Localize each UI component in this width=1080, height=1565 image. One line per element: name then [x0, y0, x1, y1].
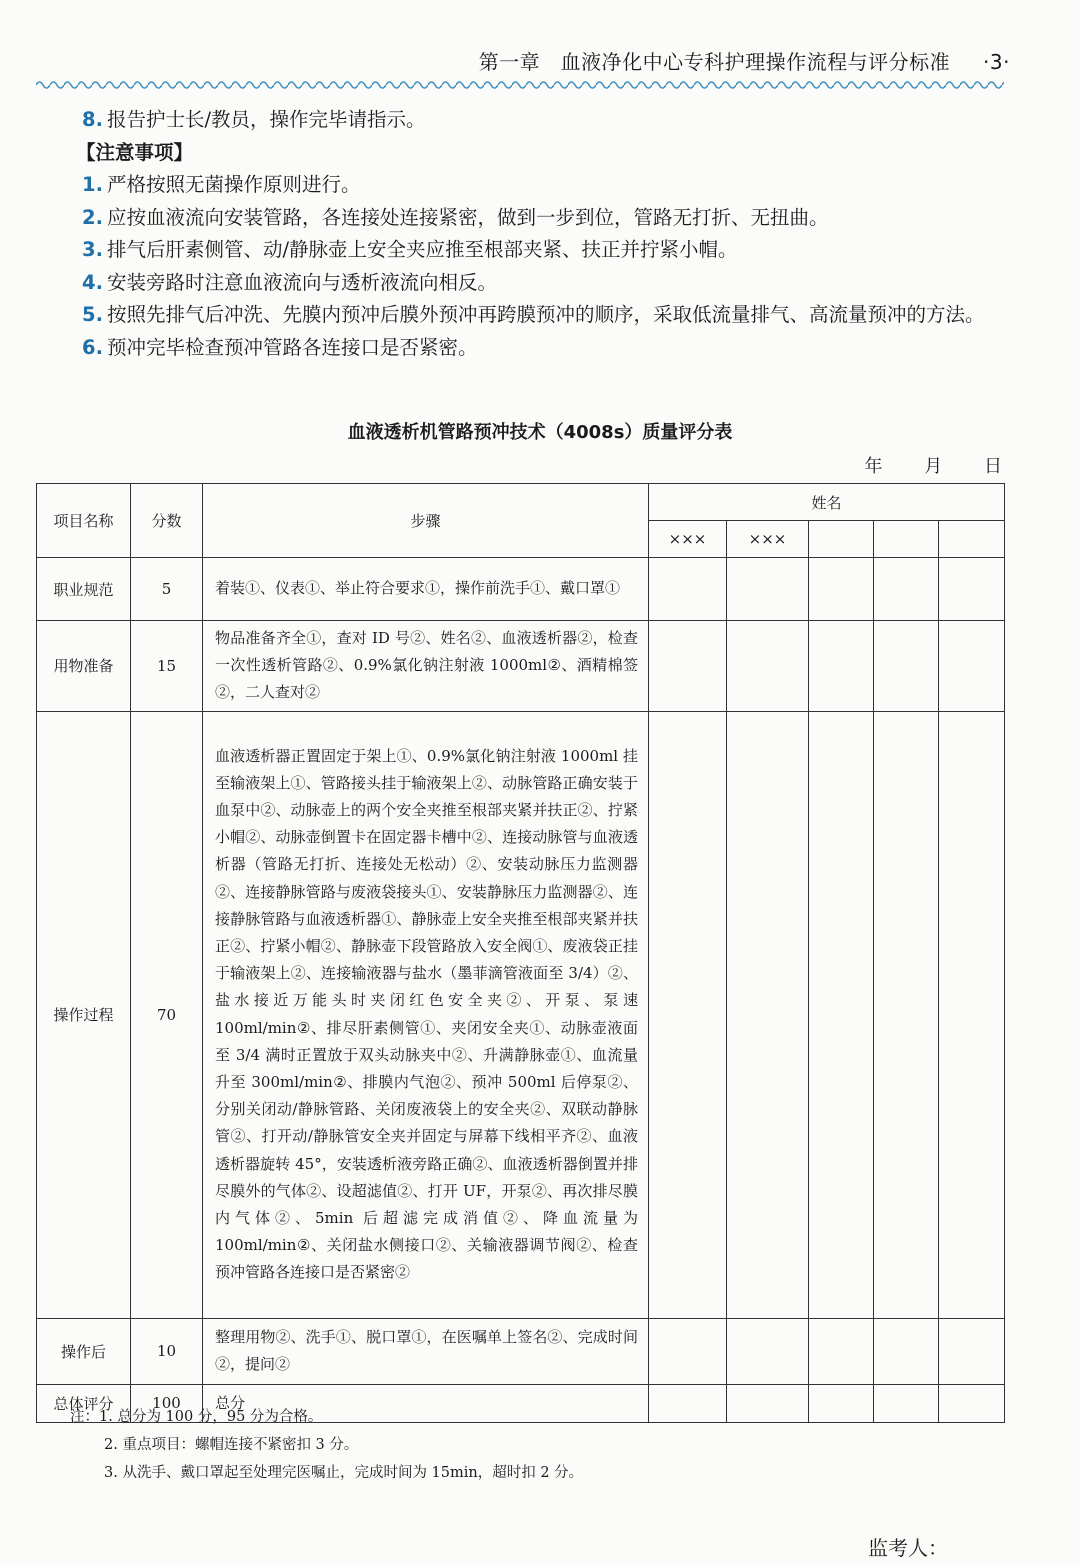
score-cell: [809, 1384, 874, 1422]
decorative-wave-divider: [36, 78, 1004, 90]
score-cell: [939, 711, 1005, 1318]
page-number: ·3·: [983, 50, 1010, 74]
row-steps: 着装①、仪表①、举止符合要求①，操作前洗手①、戴口罩①: [203, 558, 649, 621]
row-item: 职业规范: [37, 558, 131, 621]
score-cell: [649, 558, 727, 621]
row-item: 用物准备: [37, 621, 131, 712]
note-prefix: 注：: [70, 1409, 99, 1425]
score-cell: [649, 711, 727, 1318]
table-title: 血液透析机管路预冲技术（4008s）质量评分表: [347, 422, 733, 443]
row-score: 100: [131, 1384, 203, 1422]
examinee-blank: [939, 521, 1005, 558]
examinee-1: ×××: [649, 521, 727, 558]
score-cell: [727, 558, 809, 621]
header-item: 项目名称: [37, 484, 131, 558]
row-score: 15: [131, 621, 203, 712]
table-row: [37, 711, 1005, 1318]
score-cell: [649, 1384, 727, 1422]
notice-item: 5. 按照先排气后冲洗、先膜内预冲后膜外预冲再跨膜预冲的顺序，采取低流量排气、高流量预冲的方法。: [82, 303, 985, 326]
note-item: 2. 重点项目：螺帽连接不紧密扣 3 分。: [104, 1437, 359, 1453]
note-item: 3. 从洗手、戴口罩起至处理完医嘱止，完成时间为 15min，超时扣 2 分。: [104, 1465, 584, 1481]
notice-item: 6. 预冲完毕检查预冲管路各连接口是否紧密。: [82, 335, 478, 359]
row-score: 70: [131, 711, 203, 1318]
score-cell: [874, 711, 939, 1318]
score-cell: [727, 711, 809, 1318]
table-row: [37, 621, 1005, 712]
score-cell: [649, 1318, 727, 1384]
notice-title: 【注意事项】: [76, 140, 194, 164]
header-steps: 步骤: [203, 484, 649, 558]
examiner-signature-label: 监考人：: [868, 1536, 948, 1560]
examinee-blank: [874, 521, 939, 558]
row-score: 10: [131, 1318, 203, 1384]
row-item: 操作后: [37, 1318, 131, 1384]
chapter-title: 第一章 血液净化中心专科护理操作流程与评分标准: [478, 50, 951, 74]
score-cell: [939, 1384, 1005, 1422]
score-table: [36, 483, 1005, 1423]
score-cell: [727, 1318, 809, 1384]
table-header-row: [37, 484, 1005, 521]
step-8: 8. 报告护士长/教员，操作完毕请指示。: [82, 108, 426, 131]
note-item: 注：1. 总分为 100 分，95 分为合格。: [70, 1409, 323, 1425]
score-cell: [939, 558, 1005, 621]
score-cell: [874, 558, 939, 621]
examinee-2: ×××: [727, 521, 809, 558]
score-cell: [939, 621, 1005, 712]
notice-item: 2. 应按血液流向安装管路，各连接处连接紧密，做到一步到位，管路无打折、无扭曲。: [82, 205, 829, 229]
score-cell: [874, 1318, 939, 1384]
score-cell: [809, 1318, 874, 1384]
row-item: 操作过程: [37, 711, 131, 1318]
score-cell: [939, 1318, 1005, 1384]
score-cell: [727, 1384, 809, 1422]
date-line: 年 月 日: [864, 456, 1002, 477]
score-cell: [874, 1384, 939, 1422]
body-text: [36, 104, 1006, 364]
header-name: 姓名: [649, 484, 1005, 521]
table-row: [37, 558, 1005, 621]
score-cell: [649, 621, 727, 712]
row-steps: 血液透析器正置固定于架上①、0.9%氯化钠注射液 1000ml 挂至输液架上①、管路接头挂于输液架上②、动脉管路正确安装于血泵中②、动脉壶上的两个安全夹推至根部夹紧并扶正②、拧紧小帽②、动脉壶倒置卡在固定器卡槽中②、连接动脉管与血液透析器（管路无打折、连接处无松动）②、安装动脉压力监测器②、连接静脉管路与废液袋接头①、安装静脉压力监测器②、连接静脉管路与血液透析器①、静脉壶上安全夹推至根部夹紧并扶正②、拧紧小帽②、静脉壶下段管路放入安全阀①、废液袋正挂于输液架上②、连接输液器与盐水（墨菲滴管液面至 3/4）②、盐水接近万能头时夹闭红色安全夹②、开泵、泵速 100ml/min②、排尽肝素侧管①、夹闭安全夹①、动脉壶液面至 3/4 满时正置放于双头动脉夹中②、升满静脉壶①、血流量升至 300ml/min②、排膜内气泡②、预冲 500ml 后停泵②、分别关闭动/静脉管路、关闭废液袋上的安全夹②、双联动静脉管②、打开动/静脉管安全夹并固定与屏幕下线相平齐②、血液透析器旋转 45°，安装透析液旁路正确②、血液透析器倒置并排尽膜外的气体②、设超滤值②、打开 UF，开泵②、再次排尽膜内气体②、5min 后超滤完成消值②、降血流量为 100ml/min②、关闭盐水侧接口②、关输液器调节阀②、检查预冲管路各连接口是否紧密②: [203, 711, 649, 1318]
row-steps: 物品准备齐全①，查对 ID 号②、姓名②、血液透析器②，检查一次性透析管路②、0.9%氯化钠注射液 1000ml②、酒精棉签②，二人查对②: [203, 621, 649, 712]
notice-item: 3. 排气后肝素侧管、动/静脉壶上安全夹应推至根部夹紧、扶正并拧紧小帽。: [82, 238, 738, 261]
score-cell: [809, 621, 874, 712]
header-score: 分数: [131, 484, 203, 558]
score-cell: [809, 711, 874, 1318]
table-notes: [70, 1403, 583, 1487]
page-header: [40, 46, 1010, 76]
examinee-blank: [809, 521, 874, 558]
notice-item: 4. 安装旁路时注意血液流向与透析液流向相反。: [82, 270, 497, 294]
notice-item: 1. 严格按照无菌操作原则进行。: [82, 173, 361, 196]
row-steps: 整理用物②、洗手①、脱口罩①，在医嘱单上签名②、完成时间②，提问②: [203, 1318, 649, 1384]
table-row: [37, 1318, 1005, 1384]
score-cell: [727, 621, 809, 712]
row-item: 总体评分: [37, 1384, 131, 1422]
row-score: 5: [131, 558, 203, 621]
score-cell: [809, 558, 874, 621]
score-cell: [874, 621, 939, 712]
row-steps: 总分: [203, 1384, 649, 1422]
